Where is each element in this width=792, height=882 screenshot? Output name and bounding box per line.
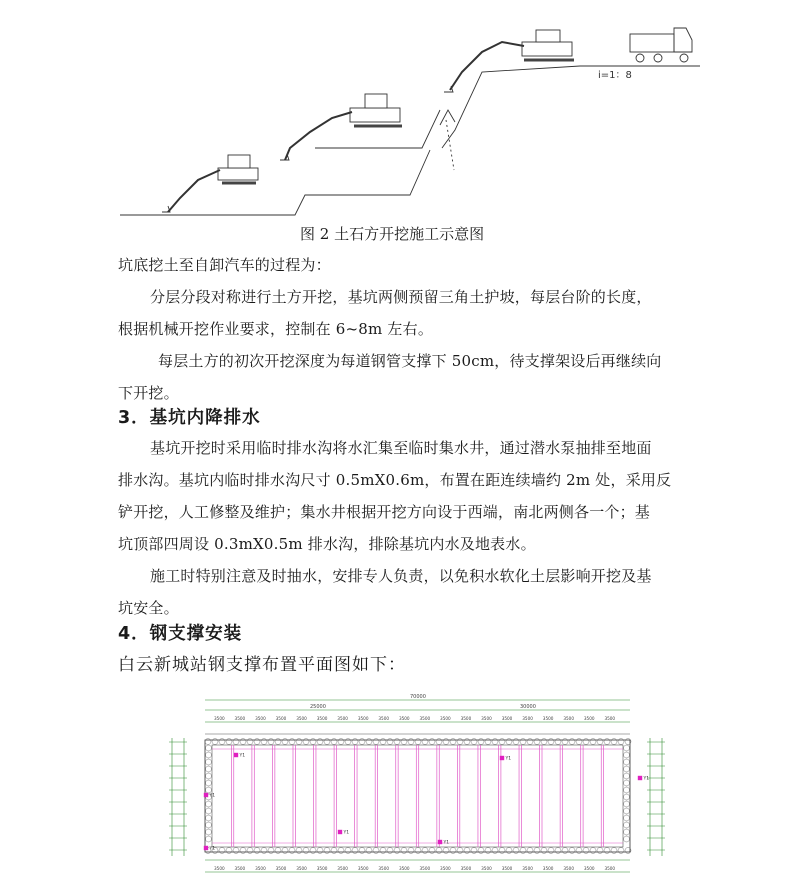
pile-circle: [373, 739, 379, 745]
pile-circle: [310, 739, 316, 745]
dim-right-label: 30000: [520, 704, 536, 710]
pile-circle: [604, 848, 610, 854]
bay-dim-label: 3500: [337, 866, 348, 871]
pile-circle: [394, 739, 400, 745]
pile-circle: [212, 739, 218, 745]
pile-circle: [576, 848, 582, 854]
pile-circle: [205, 739, 211, 745]
pile-circle: [387, 848, 393, 854]
pile-circle: [233, 848, 239, 854]
pile-circle: [534, 739, 540, 745]
pile-circle: [471, 739, 477, 745]
pile-circle: [597, 848, 603, 854]
pile-circle: [499, 848, 505, 854]
bay-dim-label: 3500: [296, 716, 307, 721]
pile-circle: [380, 848, 386, 854]
excavator-middle-icon: [280, 94, 402, 160]
bay-dim-label: 3500: [419, 716, 431, 721]
pile-circle: [422, 848, 428, 854]
marker-point: [204, 846, 208, 850]
pile-circle: [618, 739, 624, 745]
bay-dim-label: 3500: [563, 716, 575, 721]
pile-circle: [359, 848, 365, 854]
pile-circle: [345, 848, 351, 854]
pile-circle: [611, 848, 617, 854]
pile-circle: [324, 739, 330, 745]
pile-circle: [247, 848, 253, 854]
bay-dim-label: 3500: [275, 716, 287, 721]
section3-para1-line4: 坑顶部四周设 0.3mX0.5m 排水沟，排除基坑内水及地表水。: [118, 535, 536, 553]
pile-circle: [576, 739, 582, 745]
pile-circle: [240, 848, 246, 854]
pile-circle: [604, 739, 610, 745]
pile-circle: [590, 739, 596, 745]
pile-circle: [443, 848, 449, 854]
pile-circle: [247, 739, 253, 745]
pile-circle: [429, 739, 435, 745]
pile-circle: [618, 848, 624, 854]
pile-circle: [624, 787, 630, 793]
pile-circle: [624, 801, 630, 807]
section4-intro: 白云新城站钢支撑布置平面图如下：: [118, 655, 406, 675]
pile-circle: [590, 848, 596, 854]
pile-circle: [206, 815, 212, 821]
steel-support-plan-drawing: [150, 690, 680, 882]
excavator-top-icon: [444, 30, 574, 92]
bay-dim-label: 3500: [583, 716, 595, 721]
pile-circle: [569, 739, 575, 745]
bay-dim-label: 3500: [357, 716, 369, 721]
pile-circle: [569, 848, 575, 854]
pile-circle: [541, 739, 547, 745]
pile-circle: [303, 739, 309, 745]
pile-circle: [513, 848, 519, 854]
section3-para1-line3: 铲开挖，人工修整及维护；集水井根据开挖方向设于西端，南北两侧各一个；基: [118, 503, 651, 521]
pile-circle: [450, 848, 456, 854]
pile-circle: [492, 739, 498, 745]
pile-circle: [394, 848, 400, 854]
bay-dim-label: 3500: [378, 716, 390, 721]
bay-dim-label: 3500: [316, 716, 328, 721]
pile-circle: [233, 739, 239, 745]
dump-truck-icon: [630, 28, 692, 62]
pile-circle: [583, 739, 589, 745]
pile-circle: [275, 848, 281, 854]
marker-label: Y1: [209, 793, 216, 799]
pile-circle: [527, 848, 533, 854]
bay-dim-label: 3500: [501, 866, 513, 871]
pile-circle: [624, 773, 630, 779]
pile-circle: [206, 752, 212, 758]
pile-circle: [583, 848, 589, 854]
pile-circle: [624, 836, 630, 842]
pile-circle: [624, 829, 630, 835]
pile-circle: [513, 739, 519, 745]
pile-circle: [555, 848, 561, 854]
pile-circle: [206, 759, 212, 765]
section3-para1-line2: 排水沟。基坑内临时排水沟尺寸 0.5mX0.6m，布置在距连续墙约 2m 处，采用反: [118, 471, 672, 489]
pile-circle: [436, 739, 442, 745]
bay-dim-label: 3500: [542, 716, 554, 721]
excavation-diagram: [110, 20, 710, 220]
pile-circle: [457, 848, 463, 854]
pile-circle: [471, 848, 477, 854]
pile-circle: [317, 848, 323, 854]
pile-circle: [380, 739, 386, 745]
pile-circle: [478, 739, 484, 745]
pile-circle: [520, 739, 526, 745]
marker-point: [338, 830, 342, 834]
pile-circle: [478, 848, 484, 854]
pile-circle: [415, 848, 421, 854]
pile-circle: [548, 739, 554, 745]
pile-circle: [506, 739, 512, 745]
pile-circle: [206, 836, 212, 842]
pile-circle: [366, 848, 372, 854]
pile-circle: [401, 848, 407, 854]
bay-dim-label: 3500: [316, 866, 328, 871]
marker-label: Y1: [643, 776, 650, 782]
pile-circle: [331, 848, 337, 854]
paragraph-layered-line1: 分层分段对称进行土方开挖，基坑两侧预留三角土护坡，每层台阶的长度，: [150, 288, 652, 306]
pile-circle: [562, 848, 568, 854]
pile-circle: [206, 822, 212, 828]
pile-circle: [289, 848, 295, 854]
dim-total-label: 70000: [410, 694, 426, 700]
pile-circle: [408, 739, 414, 745]
bay-dim-label: 3500: [460, 866, 472, 871]
pile-circle: [296, 739, 302, 745]
pile-circle: [338, 848, 344, 854]
marker-label: Y1: [209, 846, 216, 852]
pile-circle: [450, 739, 456, 745]
slope-ratio-label: i=1：8: [598, 70, 632, 81]
pile-circle: [464, 739, 470, 745]
pile-circle: [261, 848, 267, 854]
pile-circle: [219, 739, 225, 745]
pile-circle: [282, 739, 288, 745]
bay-dim-label: 3500: [255, 866, 266, 871]
pile-circle: [457, 739, 463, 745]
pile-circle: [206, 829, 212, 835]
pile-circle: [527, 739, 533, 745]
pile-circle: [624, 808, 630, 814]
pile-circle: [268, 848, 274, 854]
bay-dim-label: 3500: [234, 716, 246, 721]
pile-circle: [562, 739, 568, 745]
bay-dim-label: 3500: [296, 866, 307, 871]
pile-circle: [408, 848, 414, 854]
pile-circle: [548, 848, 554, 854]
pile-circle: [226, 739, 232, 745]
paragraph-depth-line2: 下开挖。: [118, 384, 179, 402]
bay-dim-label: 3500: [522, 716, 533, 721]
pile-circle: [206, 787, 212, 793]
excavator-bottom-icon: [162, 155, 258, 212]
pile-circle: [624, 822, 630, 828]
marker-label: Y1: [343, 830, 350, 836]
bay-dim-label: 3500: [337, 716, 348, 721]
pile-circle: [624, 752, 630, 758]
pile-circle: [415, 739, 421, 745]
pile-circle: [206, 745, 212, 751]
pile-circle: [597, 739, 603, 745]
pile-circle: [254, 848, 260, 854]
pile-circle: [275, 739, 281, 745]
pile-circle: [324, 848, 330, 854]
bay-dim-label: 3500: [255, 716, 266, 721]
section3-para2-line1: 施工时特别注意及时抽水，安排专人负责，以免积水软化土层影响开挖及基: [150, 567, 652, 585]
pile-circle: [429, 848, 435, 854]
marker-point: [204, 793, 208, 797]
bay-dim-label: 3500: [501, 716, 513, 721]
pile-circle: [624, 780, 630, 786]
bay-dim-label: 3500: [604, 716, 616, 721]
pile-circle: [624, 815, 630, 821]
marker-label: Y1: [239, 753, 246, 759]
bay-dim-label: 3500: [398, 716, 410, 721]
bay-dim-label: 3500: [563, 866, 575, 871]
pile-circle: [387, 739, 393, 745]
pile-circle: [506, 848, 512, 854]
bay-dim-label: 3500: [234, 866, 246, 871]
pile-circle: [520, 848, 526, 854]
pile-circle: [206, 773, 212, 779]
pile-circle: [206, 801, 212, 807]
marker-label: Y1: [505, 756, 512, 762]
pile-circle: [338, 739, 344, 745]
bay-dim-label: 3500: [522, 866, 533, 871]
pile-circle: [303, 848, 309, 854]
paragraph-intro: 坑底挖土至自卸汽车的过程为：: [118, 256, 331, 274]
pile-circle: [268, 739, 274, 745]
section3-para1-line1: 基坑开挖时采用临时排水沟将水汇集至临时集水井，通过潜水泵抽排至地面: [150, 439, 652, 457]
pile-circle: [492, 848, 498, 854]
bay-dim-label: 3500: [440, 866, 451, 871]
pile-circle: [499, 739, 505, 745]
bay-dim-label: 3500: [440, 716, 451, 721]
pile-circle: [624, 759, 630, 765]
dim-left-label: 25000: [310, 704, 326, 710]
pile-circle: [289, 739, 295, 745]
pile-circle: [331, 739, 337, 745]
pile-circle: [226, 848, 232, 854]
bay-dim-label: 3500: [481, 866, 492, 871]
pile-circle: [485, 848, 491, 854]
pile-circle: [624, 745, 630, 751]
pile-circle: [206, 780, 212, 786]
pile-circle: [464, 848, 470, 854]
pile-circle: [373, 848, 379, 854]
pile-circle: [359, 739, 365, 745]
pile-circle: [541, 848, 547, 854]
pile-circle: [485, 739, 491, 745]
pile-circle: [317, 739, 323, 745]
bay-dim-label: 3500: [357, 866, 369, 871]
section3-heading: 3．基坑内降排水: [118, 408, 261, 428]
pile-circle: [219, 848, 225, 854]
bay-dim-label: 3500: [398, 866, 410, 871]
bay-dim-label: 3500: [542, 866, 554, 871]
pile-circle: [422, 739, 428, 745]
pile-circle: [436, 848, 442, 854]
pile-circle: [443, 739, 449, 745]
bay-dim-label: 3500: [460, 716, 472, 721]
paragraph-depth-line1: 每层土方的初次开挖深度为每道钢管支撑下 50cm，待支撑架设后再继续向: [158, 352, 662, 370]
marker-point: [438, 840, 442, 844]
pile-circle: [206, 766, 212, 772]
pile-circle: [534, 848, 540, 854]
pile-circle: [240, 739, 246, 745]
paragraph-layered-line2: 根据机械开挖作业要求，控制在 6~8m 左右。: [118, 320, 434, 338]
bay-dim-label: 3500: [604, 866, 616, 871]
marker-label: Y1: [443, 840, 450, 846]
bay-dim-label: 3500: [419, 866, 431, 871]
pile-circle: [352, 848, 358, 854]
bay-dim-label: 3500: [583, 866, 595, 871]
pile-circle: [624, 794, 630, 800]
marker-point: [500, 756, 504, 760]
pile-circle: [310, 848, 316, 854]
bay-dim-label: 3500: [214, 866, 225, 871]
bay-dim-label: 3500: [378, 866, 390, 871]
marker-point: [638, 776, 642, 780]
section3-para2-line2: 坑安全。: [118, 599, 179, 617]
pile-circle: [296, 848, 302, 854]
pile-circle: [352, 739, 358, 745]
pile-circle: [555, 739, 561, 745]
bay-dim-label: 3500: [481, 716, 492, 721]
pile-circle: [282, 848, 288, 854]
pile-circle: [345, 739, 351, 745]
pile-circle: [624, 766, 630, 772]
section4-heading: 4．钢支撑安装: [118, 624, 243, 644]
pile-circle: [261, 739, 267, 745]
pile-circle: [254, 739, 260, 745]
pile-circle: [401, 739, 407, 745]
pile-circle: [366, 739, 372, 745]
marker-point: [234, 753, 238, 757]
bay-dim-label: 3500: [214, 716, 225, 721]
figure-caption: 图 2 土石方开挖施工示意图: [300, 225, 485, 243]
bay-dim-label: 3500: [275, 866, 287, 871]
pile-circle: [611, 739, 617, 745]
pile-circle: [206, 808, 212, 814]
